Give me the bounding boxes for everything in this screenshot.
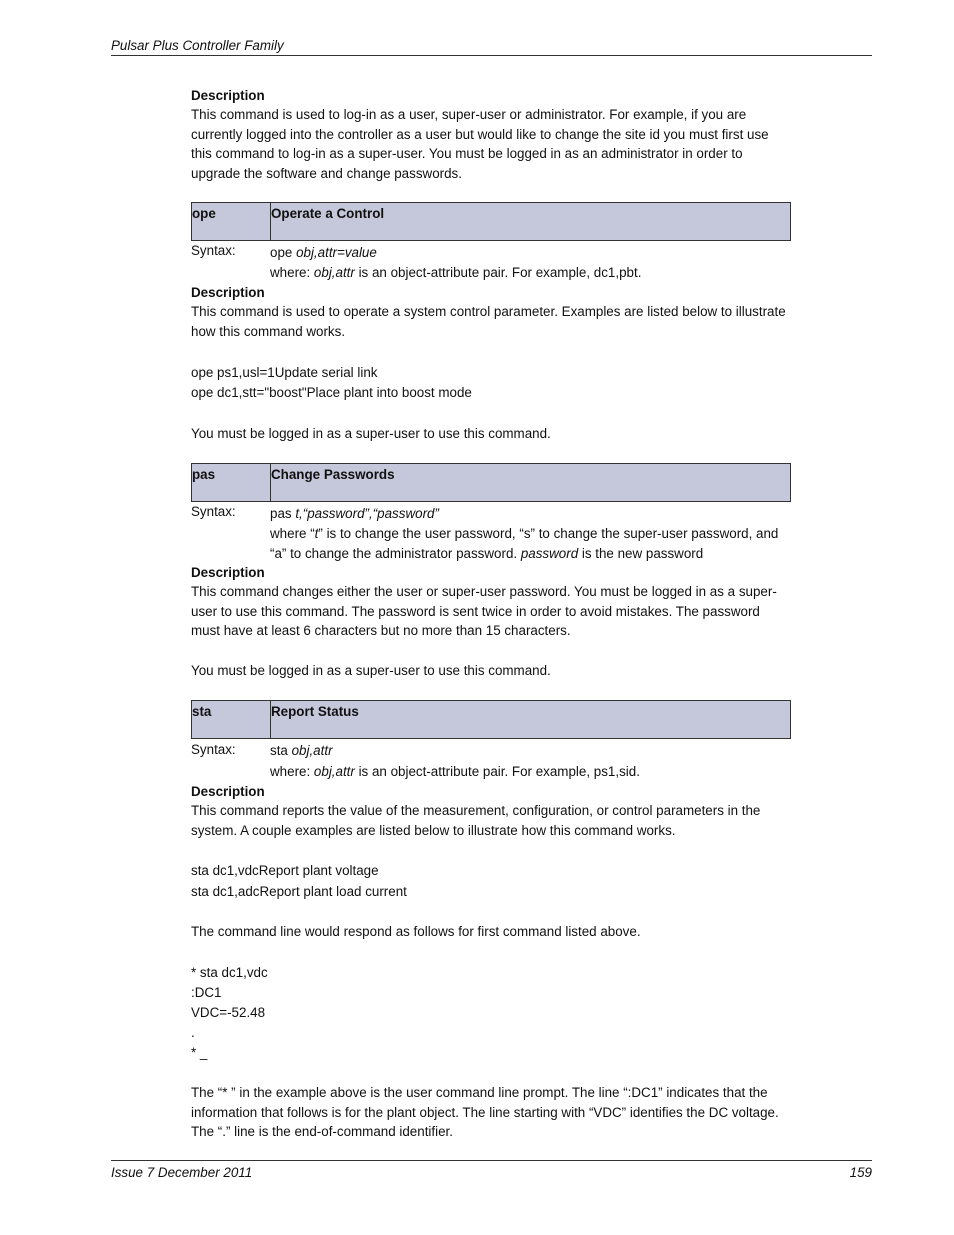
where-italic-t: t (314, 526, 319, 541)
where-arguments: obj,attr (313, 764, 355, 779)
footer-issue: Issue 7 December 2011 (111, 1165, 253, 1180)
command-box-ope (191, 202, 791, 241)
command-code: sta (192, 704, 212, 719)
syntax-line (270, 504, 795, 524)
ope-example-2: ope dc1,stt="boost"Place plant into boost mode (191, 385, 472, 400)
syntax-line (270, 741, 795, 761)
response-line: * sta dc1,vdc (191, 965, 268, 980)
pas-description-body: This command changes either the user or super-user password. You must be logged in as a super-user to use this command. The password is sent twice in order to avoid mistakes. The password must have at least 6 characters but no more than 15 characters. (191, 584, 777, 638)
command-title: Operate a Control (271, 206, 385, 221)
ope-note: You must be logged in as a super-user to use this command. (191, 426, 551, 441)
where-part: where “ (270, 526, 315, 541)
syntax-label: Syntax: (191, 243, 236, 258)
syntax-command: pas (270, 506, 296, 521)
ope-description-heading: Description (191, 285, 265, 300)
syntax-where-text (270, 524, 795, 563)
syntax-label: Syntax: (191, 504, 236, 519)
syntax-arguments: obj,attr=value (296, 245, 377, 260)
footer-rule (111, 1160, 872, 1161)
sta-description-heading: Description (191, 784, 265, 799)
syntax-arguments: obj,attr (291, 743, 333, 758)
syntax-command: ope (270, 245, 297, 260)
syntax-line (270, 243, 795, 263)
where-part: is the new password (578, 545, 704, 561)
syntax-arguments: t,“password”,“password” (295, 506, 439, 521)
response-line: * _ (191, 1045, 208, 1060)
command-code: ope (192, 206, 216, 221)
response-line: :DC1 (191, 985, 222, 1000)
syntax-where-line (270, 263, 795, 283)
sta-description-body: This command reports the value of the measurement, configuration, or control parameters in the system. A couple examples are listed below to illustrate how this command works. (191, 803, 761, 838)
document-header-title: Pulsar Plus Controller Family (111, 38, 284, 53)
command-box-sta (191, 700, 791, 739)
ope-description-body: This command is used to operate a system control parameter. Examples are listed below to illustrate how this command works. (191, 304, 786, 339)
response-line: VDC=-52.48 (191, 1005, 266, 1020)
login-description-body: This command is used to log-in as a user, super-user or administrator. For example, if you are currently logged into the controller as a user but would like to change the site id you must first use this command to log-in as a super-user. You must be logged in as an administrator in order to upgrade the software and change passwords. (191, 107, 769, 181)
where-arguments: obj,attr (313, 265, 355, 280)
sta-example-1: sta dc1,vdcReport plant voltage (191, 863, 379, 878)
command-code: pas (192, 467, 216, 482)
where-italic-password: password (520, 545, 579, 561)
where-part: ” is to change the user password, “s” to change the super-user password, and “a” to change the administrator password. (270, 526, 779, 561)
where-prefix: where: (270, 265, 314, 280)
syntax-command: sta (270, 743, 292, 758)
sta-explanation: The “* ” in the example above is the user command line prompt. The line “:DC1” indicates that the information that follows is for the plant object. The line starting with “VDC” identifies the DC voltage. The “.” line is the end-of-command identifier. (191, 1085, 779, 1139)
syntax-where-line (270, 762, 795, 782)
page-number: 159 (849, 1165, 872, 1180)
command-box-pas (191, 463, 791, 502)
where-explanation: is an object-attribute pair. For example, dc1,pbt. (354, 265, 642, 280)
pas-description-heading: Description (191, 565, 265, 580)
response-line: . (191, 1025, 195, 1040)
login-description-heading: Description (191, 88, 265, 103)
ope-example-1: ope ps1,usl=1Update serial link (191, 365, 378, 380)
where-prefix: where: (270, 764, 314, 779)
pas-note: You must be logged in as a super-user to use this command. (191, 663, 551, 678)
where-explanation: is an object-attribute pair. For example, ps1,sid. (354, 764, 640, 779)
sta-respond-intro: The command line would respond as follows for first command listed above. (191, 924, 641, 939)
syntax-label: Syntax: (191, 742, 236, 757)
command-title: Change Passwords (271, 467, 395, 482)
sta-example-2: sta dc1,adcReport plant load current (191, 884, 407, 899)
header-rule (111, 55, 872, 56)
command-title: Report Status (271, 704, 359, 719)
